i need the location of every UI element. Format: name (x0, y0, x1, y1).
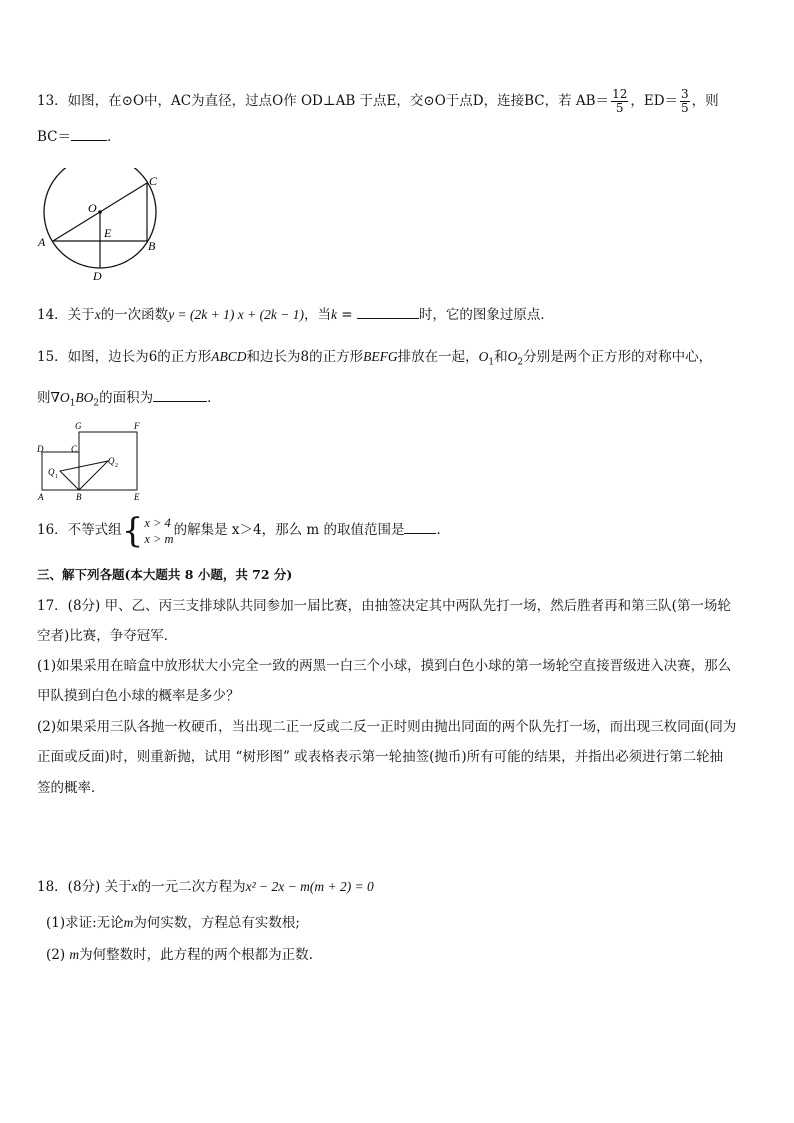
label-A: A (38, 492, 44, 502)
q17-line4: 甲队摸到白色小球的概率是多少？ (37, 688, 240, 704)
q17-line5: (2)如果采用三队各抛一枚硬币，当出现二正一反或二反一正时则由抛出同面的两个队先打一场，而出现三枚同面(同为 (37, 719, 737, 735)
section-three-heading: 三、解下列各题(本大题共 8 小题，共 72 分) (37, 567, 293, 582)
label-D: D (37, 444, 44, 454)
q13-line1 (37, 88, 719, 115)
q13-line2: BC＝ ． (37, 129, 121, 145)
label-Q2: Q (108, 456, 115, 466)
label-G: G (75, 421, 82, 431)
label-C: C (71, 444, 78, 454)
q17-line1: 17．(8分) 甲、乙、丙三支排球队共同参加一届比赛，由抽签决定其中两队先打一场，然后胜者再和第三队(第一场轮 (37, 598, 731, 614)
q13-text-a: 13．如图，在⊙O中，AC为直径，过点O作 OD⊥AB 于点E，交⊙O于点D，连接BC，若 AB＝ (37, 93, 610, 109)
label-O: O (88, 201, 97, 215)
svg-text:2: 2 (115, 463, 118, 469)
ed-fraction: $\frac{3}{5}$ (681, 87, 689, 115)
label-Q1: Q (48, 467, 55, 477)
q16-line: 16．不等式组{ x > 4 x > m 的解集是 x＞4，那么 m 的取值范围是 ． (37, 510, 450, 551)
q14-line: 14．关于x的一次函数y = (2k + 1) x + (2k − 1)，当k = 时，它的图象过原点． (37, 307, 554, 323)
q15-squares-figure (34, 418, 152, 504)
q15-answer-blank[interactable] (153, 389, 207, 402)
inequality-system: x > 4 x > m (144, 515, 174, 546)
q13-answer-blank[interactable] (71, 128, 107, 141)
q17-line2: 空者)比赛，争夺冠军． (37, 628, 178, 644)
q13-text-b: ，ED＝ (630, 93, 679, 109)
q13-circle-figure (33, 168, 173, 286)
system-brace: { (121, 510, 144, 551)
label-B: B (148, 239, 156, 253)
q17-line3: (1)如果采用在暗盒中放形状大小完全一致的两黑一白三个小球，摸到白色小球的第一场轮空直接晋级进入决赛，那么 (37, 658, 732, 674)
q13-text-c: ，则 (691, 93, 719, 109)
q15-line2: 则$\nabla O_1BO_2$的面积为 ． (37, 390, 221, 409)
q18-part1: (1)求证:无论m为何实数，方程总有实数根; (46, 915, 300, 931)
ab-fraction: $\frac{12}{5}$ (612, 87, 628, 115)
q17-line7: 签的概率． (37, 780, 105, 796)
label-D: D (93, 269, 102, 283)
label-F: F (134, 421, 140, 431)
svg-text:1: 1 (55, 474, 58, 480)
q18-part2: (2) m为何整数时，此方程的两个根都为正数. (46, 947, 313, 963)
q14-answer-blank[interactable] (357, 306, 419, 319)
label-A: A (38, 235, 46, 249)
label-C: C (149, 174, 158, 188)
q15-line1: 15．如图，边长为6的正方形ABCD和边长为8的正方形BEFG排放在一起，$O_1$和$O_2$分别是两个正方形的对称中心， (37, 349, 713, 368)
label-B: B (76, 492, 82, 502)
q17-line6: 正面或反面)时，则重新抛，试用 “树形图” 或表格表示第一轮抽签(抛币)所有可能的结果，并指出必须进行第二轮抽 (37, 749, 724, 765)
q18-equation: x² − 2x − m(m + 2) = 0 (245, 879, 374, 894)
q14-formula: y = (2k + 1) x + (2k − 1) (168, 307, 304, 322)
q18-line: 18．(8分) 关于x的一元二次方程为x² − 2x − m(m + 2) = 0 (37, 879, 374, 895)
label-E: E (134, 492, 140, 502)
label-E: E (104, 226, 112, 240)
q16-answer-blank[interactable] (404, 521, 436, 534)
